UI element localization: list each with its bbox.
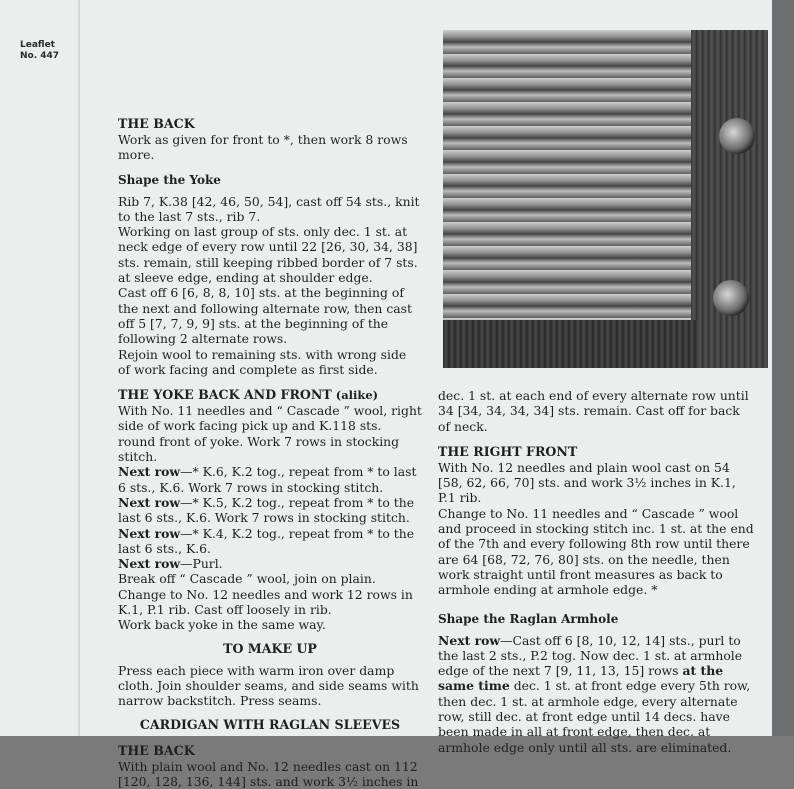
ribbed-hem [443, 320, 698, 368]
right-front-heading: THE RIGHT FRONT [438, 444, 754, 460]
knitwear-photo [443, 30, 768, 368]
raglan-heading: Shape the Raglan Armhole [438, 612, 754, 627]
next-row [118, 495, 422, 526]
yoke-intro: With No. 11 needles and “ Cascade ” wool, right side of work facing pick up and K.118 sts. round front of yoke. Work 7 rows in stocking stitch. [118, 403, 422, 464]
next-row [118, 556, 422, 571]
next-row-text: —* K.6, K.2 tog., repeat from * to last 6 sts., K.6. Work 7 rows in stocking stitch. [118, 464, 416, 494]
leaflet-number-label: No. 447 [20, 51, 59, 62]
next-row-label: Next row [438, 633, 500, 648]
next-row-label: Next row [118, 526, 180, 541]
next-row-text: —Purl. [180, 556, 223, 571]
yoke-heading-suffix: (alike) [332, 388, 378, 402]
next-row [118, 526, 422, 557]
shape-yoke-para: Cast off 6 [6, 8, 8, 10] sts. at the beginning of the next and following alternate row, then cast off 5 [7, 7, 9, 9] sts. at the beginning of the following 2 alternate rows. [118, 285, 422, 346]
next-row-text: —* K.5, K.2 tog., repeat from * to the last 6 sts., K.6. Work 7 rows in stocking stitch. [118, 495, 414, 525]
cardigan-heading: CARDIGAN WITH RAGLAN SLEEVES [118, 717, 422, 733]
raglan-text-a: —Cast off 6 [8, 10, 12, 14] sts., purl to the last 2 sts., P.2 tog. Now dec. 1 st. at armhole edge of the next 7 [9, 11, 13, 15] rows [438, 633, 742, 679]
shape-yoke-para: Working on last group of sts. only dec. 1 st. at neck edge of every row until 22 [26, 30, 34, 38] sts. remain, still keeping ribbed border of 7 sts. at sleeve edge, ending at shoulder edge. [118, 224, 422, 285]
raglan-text [438, 633, 754, 755]
page-fold [78, 0, 80, 736]
next-row-text: —* K.4, K.2 tog., repeat from * to the last 6 sts., K.6. [118, 526, 414, 556]
right-front-para: Change to No. 11 needles and “ Cascade ” wool and proceed in stocking stitch inc. 1 st. at the end of the 7th and every following 8th row until there are 64 [68, 72, 76, 80] sts. on the needle, then work straight until front measures as back to armhole ending at armhole edge. * [438, 506, 754, 598]
yoke-end-para: Work back yoke in the same way. [118, 617, 422, 632]
yoke-heading [118, 387, 422, 403]
button-icon [719, 118, 755, 154]
yoke-heading-main: THE YOKE BACK AND FRONT [118, 387, 332, 402]
continued-text: dec. 1 st. at each end of every alternate row until 34 [34, 34, 34, 34] sts. remain. Cast off for back of neck. [438, 388, 754, 434]
leaflet-number [20, 40, 59, 62]
raglan-text-bold: at the same time [438, 663, 723, 693]
next-row [118, 464, 422, 495]
back-text: Work as given for front to *, then work 8 rows more. [118, 132, 422, 163]
raglan-text-b: dec. 1 st. at front edge every 5th row, then dec. 1 st. at armhole edge, every alternate row, still dec. at front edge until 14 decs. have been made in all at front edge, then dec. at armhole edge only until all sts. are eliminated. [438, 678, 750, 754]
make-up-heading: TO MAKE UP [118, 641, 422, 657]
right-column [438, 388, 754, 755]
back2-text: With plain wool and No. 12 needles cast on 112 [120, 128, 136, 144] sts. and work 3½ inches in [118, 759, 422, 789]
yoke-end-para: Break off “ Cascade ” wool, join on plain. [118, 571, 422, 586]
ribbed-button-band [691, 30, 768, 368]
next-row-label: Next row [118, 556, 180, 571]
next-row-label: Next row [118, 464, 180, 479]
back2-heading: THE BACK [118, 743, 422, 759]
leaflet-label: Leaflet [20, 40, 59, 51]
shape-yoke-para: Rejoin wool to remaining sts. with wrong side of work facing and complete as first side. [118, 347, 422, 378]
next-row-label: Next row [118, 495, 180, 510]
yoke-end-para: Change to No. 12 needles and work 12 rows in K.1, P.1 rib. Cast off loosely in rib. [118, 587, 422, 618]
knit-stripes [443, 30, 698, 360]
shape-yoke-para: Rib 7, K.38 [42, 46, 50, 54], cast off 54 sts., knit to the last 7 sts., rib 7. [118, 194, 422, 225]
button-icon [713, 280, 749, 316]
left-column [118, 116, 422, 789]
right-front-para: With No. 12 needles and plain wool cast on 54 [58, 62, 66, 70] sts. and work 3½ inches in K.1, P.1 rib. [438, 460, 754, 506]
shape-yoke-heading: Shape the Yoke [118, 173, 422, 188]
back-heading: THE BACK [118, 116, 422, 132]
make-up-text: Press each piece with warm iron over damp cloth. Join shoulder seams, and side seams with narrow backstitch. Press seams. [118, 663, 422, 709]
